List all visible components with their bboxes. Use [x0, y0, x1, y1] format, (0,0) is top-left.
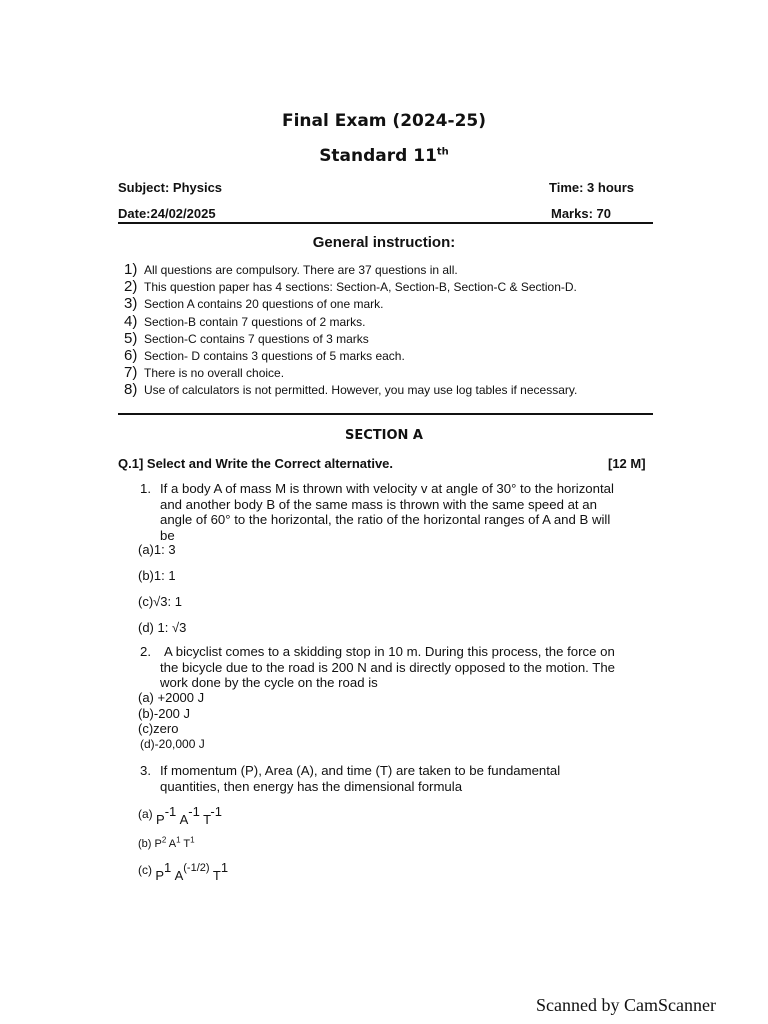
option-d: (d) 1: √3 — [138, 620, 187, 635]
formula-exponent: 1 — [190, 835, 195, 845]
subject-label: Subject: Physics — [118, 180, 223, 195]
question-group-label: Q.1] Select and Write the Correct alternative. — [118, 456, 394, 471]
section-heading: SECTION A — [344, 428, 423, 443]
option-label: (b) — [138, 838, 152, 850]
question-group-marks: [12 M] — [608, 456, 646, 471]
question-number: 3. — [140, 763, 151, 778]
option-a: (a)1: 3 — [138, 542, 176, 557]
header-divider — [118, 222, 653, 224]
formula-exponent: -1 — [210, 804, 222, 819]
formula-symbol: T — [203, 812, 211, 827]
option-d: (d)-20,000 J — [140, 737, 205, 751]
formula-exponent: (-1/2) — [183, 862, 210, 874]
formula-option-a — [138, 804, 222, 827]
instruction-item — [124, 364, 577, 381]
option-c: (c)√3: 1 — [138, 594, 182, 609]
formula-option-c — [138, 860, 229, 883]
instruction-number: 7) — [124, 364, 138, 382]
formula-symbol: T — [212, 868, 221, 883]
question-line: be — [160, 527, 175, 543]
marks-label: Marks: 70 — [551, 206, 611, 221]
date-label: Date:24/02/2025 — [118, 206, 216, 221]
formula-symbol: A — [168, 838, 177, 850]
instruction-text: All questions are compulsory. There are 37 questions in all. — [144, 263, 458, 277]
option-b: (b)1: 1 — [138, 568, 176, 583]
instruction-number: 4) — [124, 312, 138, 330]
question-text — [160, 644, 615, 691]
question-line: work done by the cycle on the road is — [160, 675, 378, 690]
instruction-number: 5) — [124, 329, 138, 347]
standard-text: Standard 11 — [319, 146, 437, 166]
option-b: (b)-200 J — [138, 706, 191, 721]
instruction-number: 1) — [124, 261, 138, 278]
option-label: (a) — [138, 807, 153, 821]
formula-exponent: 1 — [176, 835, 181, 845]
option-a: (a) +2000 J — [138, 690, 205, 705]
formula-exponent: 1 — [164, 860, 172, 875]
camscanner-watermark: Scanned by CamScanner — [536, 995, 716, 1015]
question-number: 2. — [140, 644, 151, 659]
formula-exponent: -1 — [188, 804, 200, 819]
question-line: If a body A of mass M is thrown with velocity v at angle of 30° to the horizontal — [160, 481, 614, 496]
question-line: quantities, then energy has the dimensional formula — [160, 778, 463, 794]
option-label: (c) — [138, 863, 152, 877]
instruction-text: Section A contains 20 questions of one mark. — [144, 297, 384, 312]
question-line: the bicycle due to the road is 200 N and is directly opposed to the motion. The — [160, 659, 616, 675]
instructions-list — [124, 261, 577, 399]
formula-symbol: T — [183, 838, 191, 850]
time-label: Time: 3 hours — [549, 180, 635, 195]
instruction-text: Section- D contains 3 questions of 5 marks each. — [144, 348, 405, 363]
instruction-item — [124, 347, 577, 364]
instruction-number: 2) — [124, 278, 138, 296]
instruction-item — [124, 295, 577, 312]
instruction-item — [124, 261, 577, 278]
instruction-text: Section-C contains 7 questions of 3 marks — [144, 331, 369, 346]
question-number: 1. — [140, 481, 151, 496]
instruction-number: 3) — [124, 295, 138, 313]
instructions-divider — [118, 413, 653, 415]
formula-symbol: A — [174, 868, 184, 883]
instruction-text: Use of calculators is not permitted. However, you may use log tables if necessary. — [144, 383, 578, 398]
formula-symbol: P — [155, 868, 165, 883]
instruction-item — [124, 278, 577, 295]
instruction-text: Section-B contain 7 questions of 2 marks. — [144, 314, 366, 329]
question-line: If momentum (P), Area (A), and time (T) are taken to be fundamental — [160, 763, 561, 778]
standard-heading — [0, 146, 768, 166]
standard-sup: th — [436, 146, 449, 158]
formula-exponent: 1 — [220, 860, 229, 875]
question-line: A bicyclist comes to a skidding stop in 10 m. During this process, the force on — [164, 644, 615, 659]
instruction-text: There is no overall choice. — [144, 366, 285, 381]
instructions-heading: General instruction: — [312, 234, 456, 251]
question-text — [160, 481, 614, 543]
instruction-number: 6) — [124, 346, 138, 364]
question-line: angle of 60° to the horizontal, the ratio of the horizontal ranges of A and B will — [160, 512, 611, 527]
instruction-text: This question paper has 4 sections: Section-A, Section-B, Section-C & Section-D. — [144, 280, 577, 295]
instruction-item — [124, 330, 577, 347]
formula-option-b — [138, 835, 195, 850]
exam-title: Final Exam (2024-25) — [281, 111, 486, 131]
formula-exponent: -1 — [164, 804, 177, 819]
formula-symbol: P — [154, 838, 162, 850]
question-text — [160, 763, 560, 794]
formula-symbol: A — [179, 812, 189, 827]
formula-exponent: 2 — [161, 835, 167, 845]
formula-symbol: P — [156, 812, 165, 827]
instruction-item — [124, 313, 577, 330]
option-c: (c)zero — [138, 721, 179, 736]
instruction-number: 8) — [124, 381, 138, 399]
instruction-item — [124, 381, 577, 398]
question-line: and another body B of the same mass is thrown with the same speed at an — [160, 496, 597, 512]
